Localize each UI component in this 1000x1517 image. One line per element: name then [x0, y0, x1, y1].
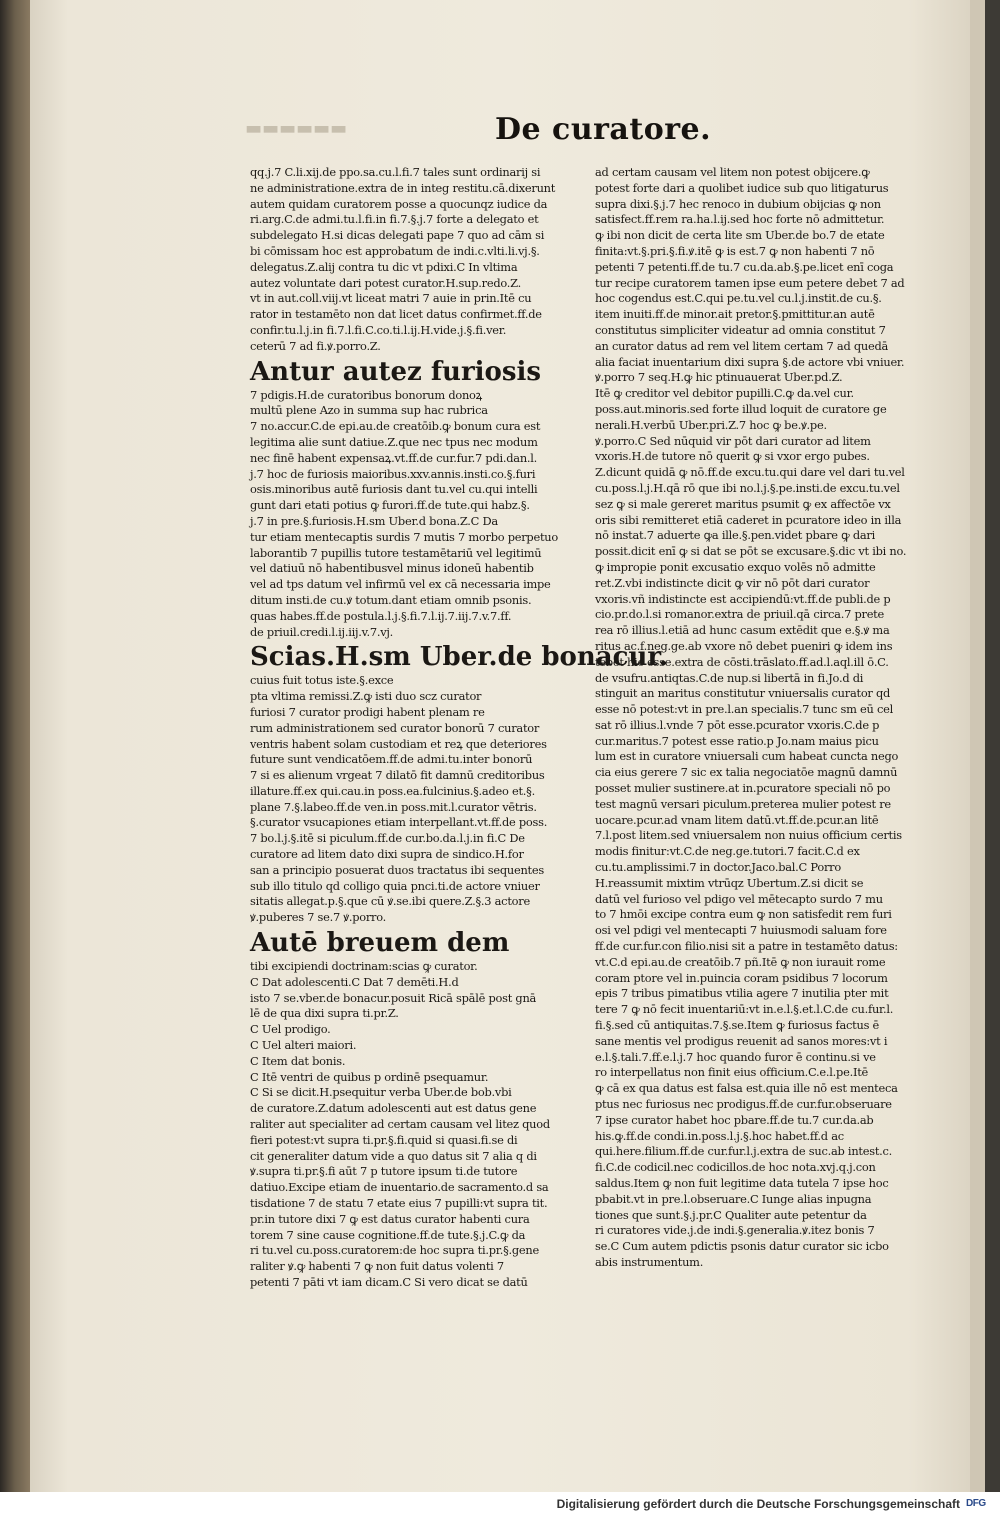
text-line: illature.ff.ex qui.cau.in poss.ea.fulcinius.§.adeo et.§. — [250, 783, 535, 798]
text-line: de priuil.credi.l.ij.iij.v.7.vj. — [250, 624, 394, 639]
text-line: raliter aut specialiter ad certam causam vel litez quod — [250, 1117, 550, 1132]
text-line: osi vel pdigi vel mentecapti 7 huiusmodi saluam fore — [595, 923, 887, 938]
text-line: tere 7 ꝙ nō fecit inuentariū:vt in.e.l.§.et.l.C.de cu.fur.l. — [595, 1002, 894, 1017]
text-line: cur.maritus.7 potest esse ratio.p Jo.nam maius picu — [595, 733, 879, 748]
text-line: test magnū versari piculum.preterea mulier potest re — [595, 796, 891, 811]
text-line: to 7 hmōi excipe contra eum ꝙ non satisfedit rem furi — [595, 907, 892, 922]
text-line: sez ꝙ si male gereret maritus psumit ꝙ ex affectōe vx — [595, 496, 891, 511]
text-line: gunt dari etati potius ꝙ furori.ff.de tute.qui habz.§. — [250, 498, 530, 513]
text-line: fi.C.de codicil.nec codicillos.de hoc nota.xvj.q.j.con — [595, 1160, 876, 1175]
text-line: ꝟ.porro 7 seq.H.ꝙ hic ptinuauerat Uber.pd.Z. — [595, 370, 843, 385]
text-line: torem 7 sine cause cognitione.ff.de tute.§.j.C.ꝙ da — [250, 1227, 526, 1242]
text-line: ꝙ cā ex qua datus est falsa est.quia ille nō est menteca — [595, 1081, 898, 1096]
text-line: epis 7 tribus pimatibus vtilia agere 7 inutilia pter mit — [595, 986, 889, 1001]
text-line: autez voluntate dari potest curator.H.sup.redo.Z. — [250, 275, 521, 290]
text-line: H.reassumit mixtim vtrūqz Ubertum.Z.si dicit se — [595, 875, 864, 890]
text-line: poss.aut.minoris.sed forte illud loquit de curatore ge — [595, 401, 887, 416]
text-line: datiuo.Excipe etiam de inuentario.de sacramento.d sa — [250, 1180, 549, 1195]
text-line: rum administrationem sed curator bonorū 7 curator — [250, 720, 540, 735]
text-line: 7 ipse curator habet hoc pbare.ff.de tu.7 cur.da.ab — [595, 1112, 874, 1127]
text-line: autem quidam curatorem posse a quocunqz iudice da — [250, 196, 548, 211]
text-line: raliter ꝟ.ꝙ habenti 7 ꝙ non fuit datus volenti 7 — [250, 1259, 504, 1274]
text-line: tibi excipiendi doctrinam:scias ꝙ curator. — [250, 959, 478, 974]
text-line: plane 7.§.labeo.ff.de ven.in poss.mit.l.curator vētris. — [250, 799, 537, 814]
text-line: potest forte dari a quolibet iudice sub quo litigaturus — [595, 180, 889, 195]
text-line: ritus ac.f.neg.ge.ab vxore nō debet pueniri ꝙ idem ins — [595, 638, 893, 653]
text-line: petenti 7 pāti vt iam dicam.C Si vero dicat se datū — [250, 1275, 528, 1289]
text-line: ꝟ.porro.C Sed nūquid vir pōt dari curator ad litem — [595, 433, 871, 448]
text-line: cu.poss.l.j.H.qā rō que ibi no.l.j.§.pe.insti.de excu.tu.vel — [595, 480, 900, 495]
text-line: datū vel furioso vel pdigo vel mētecapto surdo 7 mu — [595, 891, 883, 906]
text-line: an curator datus ad rem vel litem certam 7 ad quedā — [595, 338, 889, 353]
text-line: cuius fuit totus iste.§.exce — [250, 673, 394, 688]
text-line: Itē ꝙ creditor vel debitor pupilli.C.ꝙ da.vel cur. — [595, 386, 854, 401]
faded-ink-mark: ▬▬▬▬▬▬ — [245, 118, 348, 139]
text-line: ventris habent solam custodiam et reꝝ que deteriores — [250, 736, 547, 751]
text-line: Z.dicunt quidā ꝙ nō.ff.de excu.tu.qui dare vel dari tu.vel — [595, 465, 905, 480]
page-fore-edge — [970, 0, 985, 1492]
text-line: sane mentis vel prodigus reuenit ad sanos mores:vt i — [595, 1033, 888, 1048]
text-line: pbabit.vt in pre.l.obseruare.C Iunge alias inpugna — [595, 1191, 872, 1206]
text-line: esse nō potest:vt in pre.l.an specialis.7 tunc sm eū cel — [595, 702, 893, 717]
text-line: abis instrumentum. — [595, 1254, 704, 1269]
footer-bar — [0, 1492, 1000, 1517]
section-heading-scias: Scias.H.sm Uber.de bonacur. — [250, 642, 668, 673]
text-line: vt in aut.coll.viij.vt liceat matri 7 auie in prin.Itē cu — [250, 291, 532, 306]
text-line: legitima alie sunt datiue.Z.que nec tpus nec modum — [250, 434, 538, 449]
text-line: C Itē ventri de quibus p ordinē psequamur. — [250, 1069, 489, 1084]
text-line: bi cōmissam hoc est approbatum de indi.c.vlti.li.vj.§. — [250, 243, 540, 258]
text-line: ff.de cur.fur.con filio.nisi sit a patre in testamēto datus: — [595, 939, 898, 954]
text-line: possit.dicit enī ꝙ si dat se pōt se excusare.§.dic vt ibi no. — [595, 544, 907, 559]
text-line: sat rō illius.l.vnde 7 pōt esse.pcurator vxoris.C.de p — [595, 717, 880, 732]
text-line: his.ꝙ.ff.de condi.in.poss.l.j.§.hoc habet.ff.d ac — [595, 1128, 844, 1143]
text-line: tiones que sunt.§.j.pr.C Qualiter aute petentur da — [595, 1207, 867, 1222]
text-line: ad certam causam vel litem non potest obijcere.ꝙ — [595, 165, 870, 179]
text-line: nō instat.7 aduerte ꝙa ille.§.pen.videt pbare ꝙ dari — [595, 528, 876, 543]
book-spine-edge — [0, 0, 30, 1492]
text-line: sitatis allegat.p.§.que cū ꝟ.se.ibi quere.Z.§.3 actore — [250, 894, 530, 909]
text-line: petenti 7 petenti.ff.de tu.7 cu.da.ab.§.pe.licet enī coga — [595, 259, 894, 274]
text-line: 7 pdigis.H.de curatoribus bonorum donoꝝ — [250, 387, 482, 402]
text-line: alia faciat inuentarium dixi supra §.de actore vbi vniuer. — [595, 354, 905, 369]
right-column — [595, 165, 925, 1271]
text-line: vt.C.d epi.au.de creatōib.7 pñ.Itē ꝙ non iurauit rome — [595, 954, 886, 969]
text-line: de curatore.Z.datum adolescenti aut est datus gene — [250, 1101, 537, 1116]
text-line: C Uel prodigo. — [250, 1022, 331, 1037]
text-line: nerali.H.verbū Uber.pri.Z.7 hoc ꝙ be.ꝟ.pe. — [595, 417, 827, 432]
section-heading-antur: Antur autez furiosis — [250, 356, 542, 387]
text-line: ꝙ impropie ponit excusatio exquo volēs nō admitte — [595, 559, 876, 574]
text-line: ri.arg.C.de admi.tu.l.fi.in fi.7.§.j.7 forte a delegato et — [250, 212, 539, 227]
text-line: j.7 in pre.§.furiosis.H.sm Uber.d bona.Z.C Da — [250, 513, 498, 528]
text-line: uocare.pcur.ad vnam litem datū.vt.ff.de.pcur.an litē — [595, 812, 879, 827]
running-head: De curatore. — [495, 112, 712, 147]
text-line: delegatus.Z.alij contra tu dic vt pdixi.C In vltima — [250, 259, 518, 274]
text-line: ret.Z.vbi indistincte dicit ꝙ vir nō pōt dari curator — [595, 575, 870, 590]
text-line: vxoris.H.de tutore nō querit ꝙ si vxor ergo pubes. — [595, 449, 870, 464]
text-line: tebet hic esse.extra de cōsti.trāslato.ff.ad.l.aql.ill ō.C. — [595, 654, 889, 669]
text-line: ꝟ.supra ti.pr.§.fi aūt 7 p tutore ipsum ti.de tutore — [250, 1164, 518, 1179]
left-column-block-4 — [250, 959, 565, 1291]
text-line: 7.l.post litem.sed vniuersalem non nuius officium certis — [595, 828, 902, 843]
text-line: C Uel alteri maiori. — [250, 1038, 357, 1053]
text-line: de vsufru.antiqtas.C.de nup.si libertā in fi.Jo.d di — [595, 670, 864, 685]
right-column-block — [595, 165, 925, 1271]
text-line: ne administratione.extra de in integ restitu.cā.dixerunt — [250, 180, 556, 195]
text-line: rea rō illius.l.etiā ad hunc casum extēdit que e.§.ꝟ ma — [595, 623, 890, 638]
text-line: furiosi 7 curator prodigi habent plenam re — [250, 704, 485, 719]
text-line: lē de qua dixi supra ti.pr.Z. — [250, 1006, 399, 1021]
text-line: isto 7 se.vber.de bonacur.posuit Ricā spālē post gnā — [250, 990, 537, 1005]
text-line: modis finitur:vt.C.de neg.ge.tutori.7 facit.C.d ex — [595, 844, 860, 859]
text-line: confir.tu.l.j.in fi.7.l.fi.C.co.ti.l.ij.H.vide.j.§.fi.ver. — [250, 322, 507, 337]
text-line: ro interpellatus non finit eius officium.C.e.l.pe.Itē — [595, 1065, 869, 1080]
left-column-block-3 — [250, 673, 565, 926]
text-line: ri tu.vel cu.poss.curatorem:de hoc supra ti.pr.§.gene — [250, 1243, 539, 1258]
text-line: 7 no.accur.C.de epi.au.de creatōib.ꝙ bonum cura est — [250, 419, 541, 434]
text-line: se.C Cum autem pdictis psonis datur curator sic icbo — [595, 1239, 889, 1254]
text-line: san a principio posuerat duos tractatus ibi sequentes — [250, 862, 544, 877]
text-line: constitutus simpliciter videatur ad omnia constitut 7 — [595, 322, 886, 337]
text-line: finita:vt.§.pri.§.fi.ꝟ.itē ꝙ is est.7 ꝙ non habenti 7 nō — [595, 243, 875, 258]
text-line: lum est in curatore vniuersali cum habeat cuncta nego — [595, 749, 899, 764]
text-line: ptus nec furiosus nec prodigus.ff.de cur.fur.obseruare — [595, 1097, 892, 1112]
text-line: tur recipe curatorem tamen ipse eum petere debet 7 ad — [595, 275, 905, 290]
text-line: subdelegato H.si dicas delegati pape 7 quo ad cām si — [250, 228, 545, 243]
dfg-logo: DFG — [966, 1498, 986, 1509]
text-line: nec finē habent expensaꝝ.vt.ff.de cur.fur.7 pdi.dan.l. — [250, 450, 538, 465]
text-line: stinguit an maritus constitutur vniuersalis curator qd — [595, 686, 891, 701]
text-line: ditum insti.de cu.ꝟ totum.dant etiam omnib psonis. — [250, 592, 532, 607]
text-line: C Item dat bonis. — [250, 1053, 346, 1068]
text-line: 7 bo.l.j.§.itē si piculum.ff.de cur.bo.da.l.j.in fi.C De — [250, 831, 525, 846]
text-line: oris sibi remitteret etiā caderet in pcuratore ideo in illa — [595, 512, 902, 527]
left-column-block-2 — [250, 388, 565, 641]
text-line: ceterū 7 ad fi.ꝟ.porro.Z. — [250, 338, 381, 353]
text-line: cio.pr.do.l.si romanor.extra de priuil.qā circa.7 prete — [595, 607, 885, 622]
text-line: tur etiam mentecaptis surdis 7 mutis 7 morbo perpetuo — [250, 529, 558, 544]
text-line: C Si se dicit.H.psequitur verba Uber.de bob.vbi — [250, 1085, 512, 1100]
text-line: tisdatione 7 de statu 7 etate eius 7 pupilli:vt supra tit. — [250, 1196, 548, 1211]
text-line: e.l.§.tali.7.ff.e.l.j.7 hoc quando furor ē continu.si ve — [595, 1049, 876, 1064]
text-line: fi.§.sed cū antiquitas.7.§.se.Item ꝙ furiosus factus ē — [595, 1018, 880, 1033]
text-line: cu.tu.amplissimi.7 in doctor.Jaco.bal.C Porro — [595, 860, 841, 875]
text-line: hoc cogendus est.C.qui pe.tu.vel cu.l.j.instit.de cu.§. — [595, 291, 882, 306]
text-line: pr.in tutore dixi 7 ꝙ est datus curator habenti cura — [250, 1211, 530, 1226]
text-line: item inuiti.ff.de minor.ait pretor.§.pmittitur.an autē — [595, 307, 875, 322]
text-line: coram ptore vel in.puincia coram psidibus 7 locorum — [595, 970, 888, 985]
text-line: §.curator vsucapiones etiam interpellant.vt.ff.de poss. — [250, 815, 548, 830]
text-line: ri curatores vide.j.de indi.§.generalia.ꝟ.itez bonis 7 — [595, 1223, 875, 1238]
text-line: future sunt vendicatōem.ff.de admi.tu.inter bonorū — [250, 752, 533, 767]
text-line: posset mulier sustinere.at in.pcuratore speciali nō po — [595, 781, 891, 796]
text-line: cit generaliter datum vide a quo datus sit 7 alia q di — [250, 1148, 537, 1163]
left-column-block-1 — [250, 165, 565, 355]
text-line: rator in testamēto non dat licet datus confirmet.ff.de — [250, 307, 542, 322]
funding-credit: Digitalisierung gefördert durch die Deutsche Forschungsgemeinschaft — [556, 1497, 960, 1511]
text-line: saldus.Item ꝙ non fuit legitime data tutela 7 ipse hoc — [595, 1176, 889, 1190]
text-line: satisfect.ff.rem ra.ha.l.ij.sed hoc forte nō admittetur. — [595, 212, 885, 227]
text-line: sub illo titulo qd colligo quia pnci.ti.de actore vniuer — [250, 878, 540, 893]
text-line: supra dixi.§.j.7 hec renoco in dubium obijcias ꝙ non — [595, 196, 881, 211]
text-line: quas habes.ff.de postula.l.j.§.fi.7.l.ij.7.iij.7.v.7.ff. — [250, 608, 512, 623]
text-line: cia eius gerere 7 sic ex talia negociatōe magnū damnū — [595, 765, 898, 780]
text-line: ꝟ.puberes 7 se.7 ꝟ.porro. — [250, 910, 387, 925]
text-line: pta vltima remissi.Z.ꝙ isti duo scz curator — [250, 689, 482, 704]
text-line: vxoris.vñ indistincte est accipiendū:vt.ff.de publi.de p — [595, 591, 891, 606]
text-line: laborantib 7 pupillis tutore testamētariū vel legitimū — [250, 545, 542, 560]
text-line: qui.here.filium.ff.de cur.fur.l.j.extra de suc.ab intest.c. — [595, 1144, 893, 1159]
section-heading-aute: Autē breuem dem — [250, 928, 510, 959]
text-line: curatore ad litem dato dixi supra de sindico.H.for — [250, 847, 524, 862]
text-line: multū plene Azo in summa sup hac rubrica — [250, 403, 488, 418]
text-line: fieri potest:vt supra ti.pr.§.fi.quid si quasi.fi.se di — [250, 1132, 518, 1147]
text-line: j.7 hoc de furiosis maioribus.xxv.annis.insti.co.§.furi — [250, 466, 536, 481]
text-line: qq.j.7 C.li.xij.de ppo.sa.cu.l.fi.7 tales sunt ordinarij si — [250, 165, 541, 179]
text-line: C Dat adolescenti.C Dat 7 demēti.H.d — [250, 974, 459, 989]
text-line: vel datiuū nō habentibusvel minus idoneū habentib — [250, 561, 534, 576]
text-line: ꝙ ibi non dicit de certa lite sm Uber.de bo.7 de etate — [595, 228, 885, 243]
text-line: osis.minoribus autē furiosis dant tu.vel cu.qui intelli — [250, 482, 538, 497]
text-line: 7 si es alienum vrgeat 7 dilatō fit damnū creditoribus — [250, 768, 545, 783]
text-line: vel ad tps datum vel infirmū vel ex cā necessaria impe — [250, 577, 551, 592]
